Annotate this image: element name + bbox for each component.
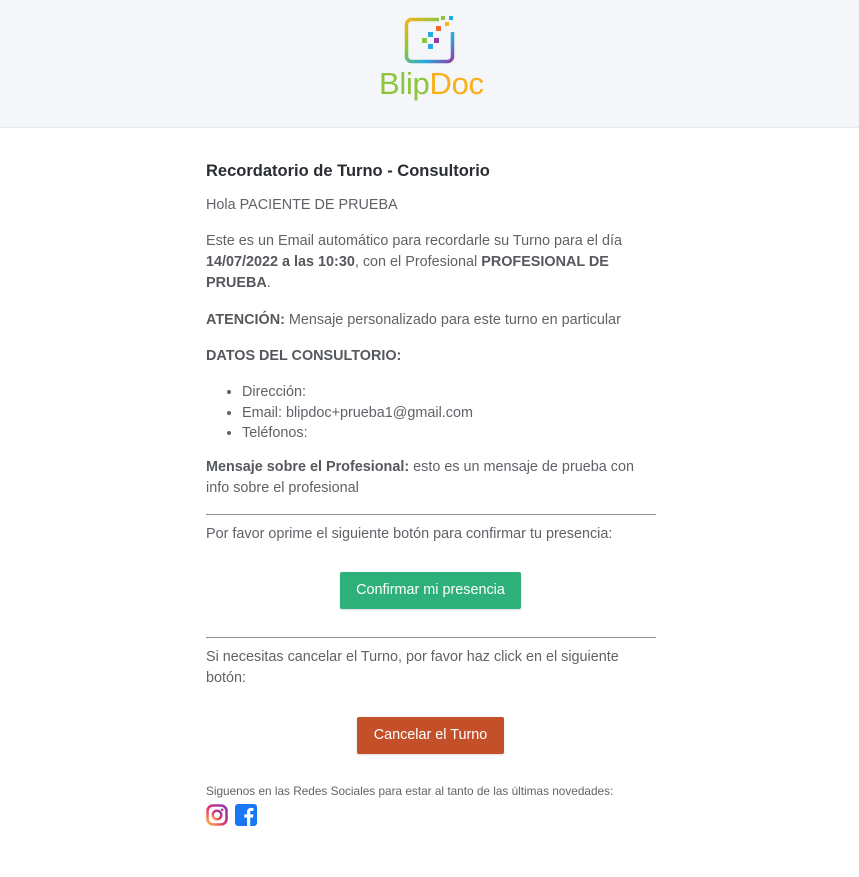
email-header xyxy=(0,0,859,128)
office-address: • Dirección: xyxy=(242,382,473,403)
cancel-prompt: Si necesitas cancelar el Turno, por favor haz click en el siguiente botón: xyxy=(206,649,619,686)
confirm-prompt: Por favor oprime el siguiente botón para confirmar tu presencia: xyxy=(206,526,613,542)
appointment-datetime: 14/07/2022 a las 10:30 xyxy=(206,254,355,270)
professional-message-label: Mensaje sobre el Profesional: xyxy=(206,459,410,475)
social-follow-text: Siguenos en las Redes Sociales para estar al tanto de las últimas novedades: xyxy=(206,784,614,798)
intro-text-after: . xyxy=(266,275,271,291)
cancel-appointment-button[interactable]: Cancelar el Turno xyxy=(357,717,504,754)
greeting: Hola PACIENTE DE PRUEBA xyxy=(206,197,398,213)
office-phones: • Teléfonos: xyxy=(242,423,473,444)
professional-message-text: esto es un mensaje de prueba con info sobre el profesional xyxy=(206,459,634,496)
attention-text: Mensaje personalizado para este turno en particular xyxy=(284,312,621,328)
attention-paragraph xyxy=(206,310,656,331)
office-heading-label: DATOS DEL CONSULTORIO: xyxy=(206,348,402,364)
intro-text-before: Este es un Email automático para recordarle su Turno para el día xyxy=(206,233,622,249)
logo-word-blip: Blip xyxy=(379,66,430,101)
email-title: Recordatorio de Turno - Consultorio xyxy=(206,162,490,180)
blipdoc-logo[interactable] xyxy=(379,14,483,104)
logo-word-doc: Doc xyxy=(429,66,484,101)
confirm-presence-button[interactable]: Confirmar mi presencia xyxy=(340,572,521,609)
instagram-icon[interactable] xyxy=(206,804,228,826)
divider xyxy=(206,637,656,638)
divider xyxy=(206,514,656,515)
office-heading xyxy=(206,346,656,367)
blipdoc-wordmark xyxy=(379,66,484,102)
intro-paragraph xyxy=(206,231,656,294)
office-details-list xyxy=(206,382,473,444)
professional-message xyxy=(206,457,656,499)
facebook-icon[interactable] xyxy=(235,804,257,826)
attention-label: ATENCIÓN: xyxy=(206,312,285,328)
professional-name: PROFESIONAL DE PRUEBA xyxy=(206,254,609,291)
office-email: • Email: blipdoc+prueba1@gmail.com xyxy=(242,403,473,424)
intro-text-middle: , con el Profesional xyxy=(354,254,482,270)
blipdoc-logo-icon xyxy=(379,14,483,66)
